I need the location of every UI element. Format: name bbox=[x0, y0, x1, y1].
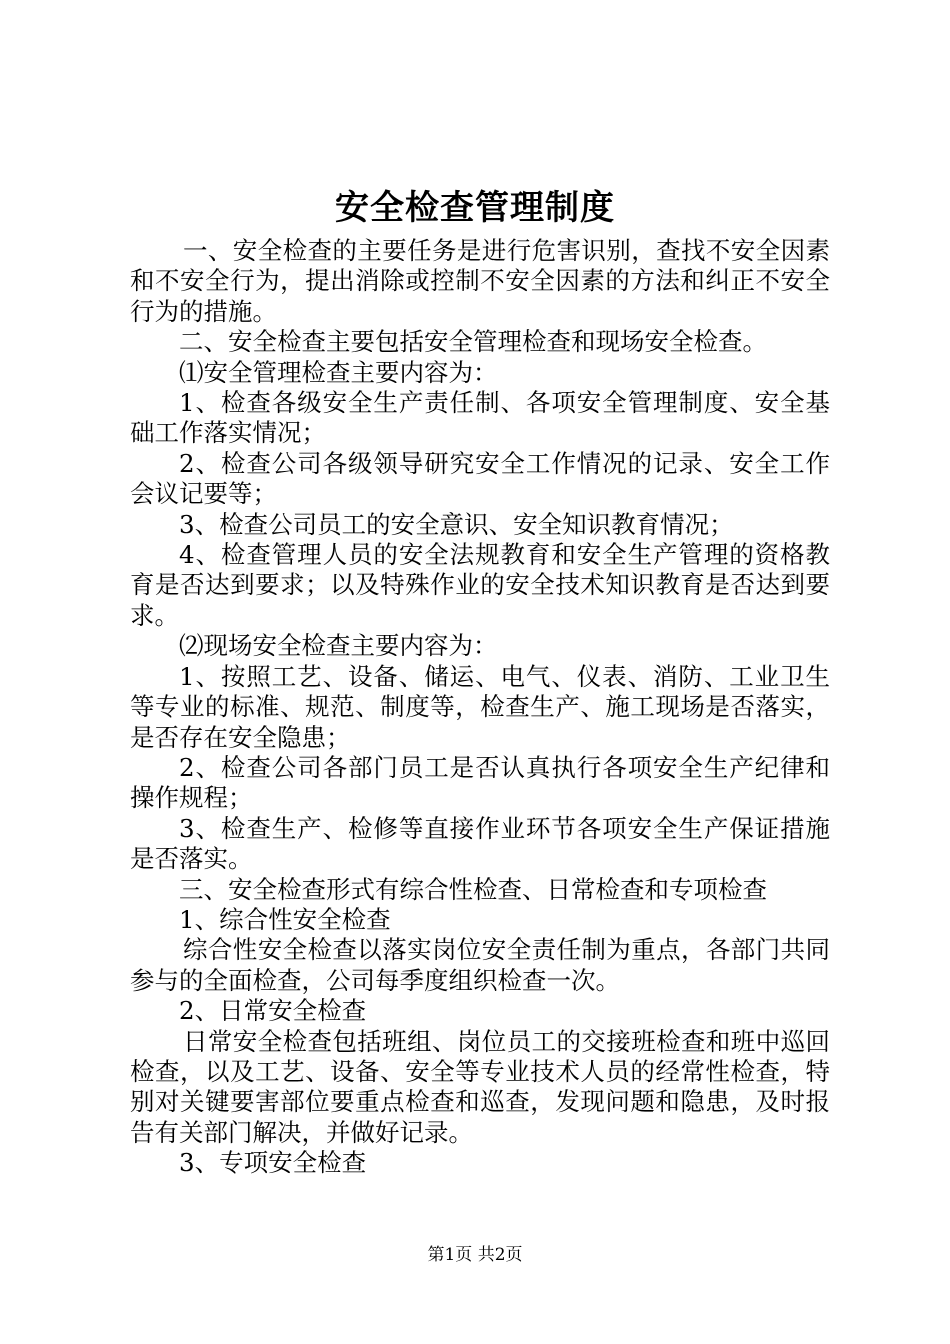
paragraph-15: 2、日常安全检查 bbox=[179, 996, 367, 1026]
paragraph-1: 一、安全检查的主要任务是进行危害识别，查找不安全因素和不安全行为，提出消除或控制不安全因素的方法和纠正不安全行为的措施。 bbox=[130, 236, 830, 326]
paragraph-5: 2、检查公司各级领导研究安全工作情况的记录、安全工作会议记要等； bbox=[130, 448, 830, 509]
paragraph-3: ⑴安全管理检查主要内容为： bbox=[179, 357, 498, 387]
paragraph-11: 3、检查生产、检修等直接作业环节各项安全生产保证措施是否落实。 bbox=[130, 813, 830, 874]
paragraph-13: 1、综合性安全检查 bbox=[179, 904, 391, 934]
paragraph-17: 3、专项安全检查 bbox=[179, 1148, 367, 1178]
paragraph-2: 二、安全检查主要包括安全管理检查和现场安全检查。 bbox=[179, 327, 767, 357]
paragraph-16: 日常安全检查包括班组、岗位员工的交接班检查和班中巡回检查，以及工艺、设备、安全等专业技术人员的经常性检查，特别对关键要害部位要重点检查和巡查，发现问题和隐患，及时报告有关部门解决，并做好记录。 bbox=[130, 1026, 830, 1147]
paragraph-9: 1、按照工艺、设备、储运、电气、仪表、消防、工业卫生等专业的标准、规范、制度等，检查生产、施工现场是否落实，是否存在安全隐患； bbox=[130, 661, 830, 752]
paragraph-4: 1、检查各级安全生产责任制、各项安全管理制度、安全基础工作落实情况； bbox=[130, 388, 830, 448]
document-title: 安全检查管理制度 bbox=[335, 188, 615, 228]
paragraph-8: ⑵现场安全检查主要内容为： bbox=[179, 631, 498, 661]
page-footer: 第1页 共2页 bbox=[427, 1245, 523, 1265]
document-body bbox=[130, 236, 830, 1179]
paragraph-12: 三、安全检查形式有综合性检查、日常检查和专项检查 bbox=[179, 874, 767, 904]
paragraph-6: 3、检查公司员工的安全意识、安全知识教育情况； bbox=[179, 509, 734, 539]
paragraph-14: 综合性安全检查以落实岗位安全责任制为重点，各部门共同参与的全面检查，公司每季度组织检查一次。 bbox=[130, 935, 830, 995]
paragraph-10: 2、检查公司各部门员工是否认真执行各项安全生产纪律和操作规程； bbox=[130, 752, 830, 813]
paragraph-7: 4、检查管理人员的安全法规教育和安全生产管理的资格教育是否达到要求；以及特殊作业的安全技术知识教育是否达到要求。 bbox=[130, 540, 830, 630]
